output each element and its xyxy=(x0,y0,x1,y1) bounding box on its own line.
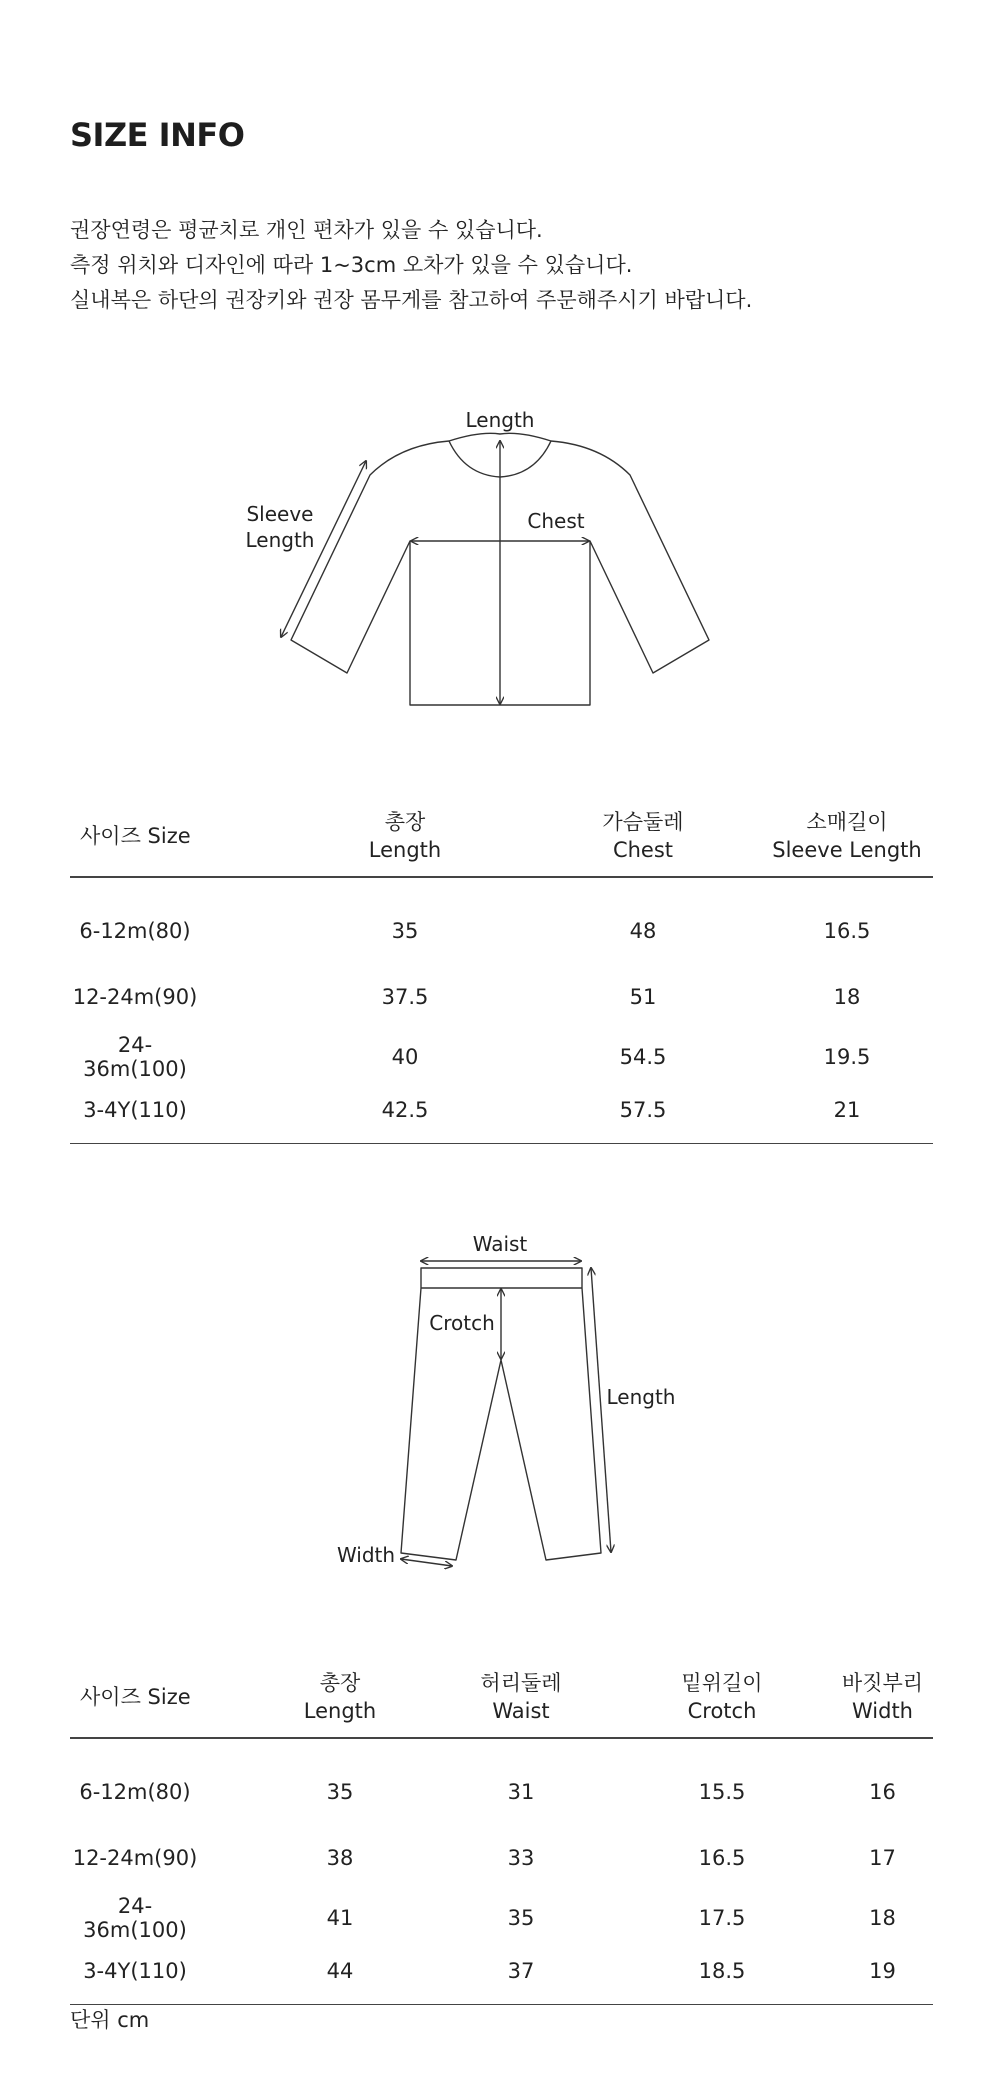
table-cell: 16.5 xyxy=(698,1846,746,1870)
column-header: 사이즈 Size xyxy=(70,796,285,877)
column-header: 사이즈 Size xyxy=(70,1657,250,1738)
table-cell: 41 xyxy=(326,1906,354,1930)
table-cell: 18 xyxy=(869,1906,896,1930)
top-size-table xyxy=(70,796,933,1144)
pants-diagram xyxy=(0,1200,1000,1600)
sleeve-label: Sleeve xyxy=(246,502,314,526)
table-cell: 12-24m(90) xyxy=(72,1846,198,1870)
table-cell: 24-36m(100) xyxy=(83,1894,187,1942)
table-cell: 17 xyxy=(869,1846,896,1870)
table-cell: 24-36m(100) xyxy=(83,1033,187,1081)
table-header-row xyxy=(70,796,933,877)
table-cell: 16 xyxy=(869,1779,896,1804)
table-cell: 6-12m(80) xyxy=(79,918,191,943)
table-cell: 12-24m(90) xyxy=(72,985,198,1009)
column-header: 소매길이 Sleeve Length xyxy=(761,796,933,877)
table-cell: 57.5 xyxy=(525,1087,761,1143)
table-cell: 54.5 xyxy=(619,1045,667,1069)
unit-note: 단위 cm xyxy=(70,2008,150,2032)
table-cell: 18.5 xyxy=(612,1948,832,2004)
note-line: 권장연령은 평균치로 개인 편차가 있을 수 있습니다. xyxy=(70,218,543,242)
table-cell: 6-12m(80) xyxy=(79,1779,191,1804)
table-row xyxy=(70,967,933,1027)
width-label: Width xyxy=(336,1543,396,1567)
table-cell: 18 xyxy=(833,985,861,1009)
width-arrow xyxy=(401,1559,452,1566)
table-row xyxy=(70,1027,933,1087)
table-cell: 16.5 xyxy=(823,918,871,943)
table-cell: 51 xyxy=(629,985,657,1009)
waist-label: Waist xyxy=(472,1232,528,1256)
table-row xyxy=(70,1828,933,1888)
column-header: 총장 Length xyxy=(250,1657,430,1738)
chest-label: Chest xyxy=(527,509,585,533)
sleeve-label: Length xyxy=(245,528,315,552)
table-cell: 35 xyxy=(507,1906,535,1930)
table-cell: 3-4Y(110) xyxy=(70,1087,285,1143)
table-cell: 31 xyxy=(507,1779,535,1804)
note-line: 측정 위치와 디자인에 따라 1~3cm 오차가 있을 수 있습니다. xyxy=(70,253,633,277)
crotch-label: Crotch xyxy=(429,1311,495,1335)
table-cell: 44 xyxy=(250,1948,430,2004)
column-header: 밑위길이 Crotch xyxy=(612,1657,832,1738)
table-row xyxy=(70,877,933,967)
table-cell: 15.5 xyxy=(698,1779,746,1804)
table-cell: 33 xyxy=(507,1846,535,1870)
table-cell: 35 xyxy=(326,1779,354,1804)
bottom-size-table xyxy=(70,1657,933,2005)
table-header-row xyxy=(70,1657,933,1738)
column-header: 바짓부리 Width xyxy=(832,1657,933,1738)
table-cell: 48 xyxy=(629,918,657,943)
table-row xyxy=(70,1948,933,2004)
table-row xyxy=(70,1087,933,1143)
table-cell: 35 xyxy=(391,918,419,943)
note-line: 실내복은 하단의 권장키와 권장 몸무게를 참고하여 주문해주시기 바랍니다. xyxy=(70,288,753,312)
length-label: Length xyxy=(606,1385,676,1409)
length-arrow xyxy=(591,1268,611,1552)
table-cell: 42.5 xyxy=(285,1087,525,1143)
table-cell: 21 xyxy=(761,1087,933,1143)
length-label: Length xyxy=(465,408,535,432)
column-header: 가슴둘레 Chest xyxy=(525,796,761,877)
table-row xyxy=(70,1738,933,1828)
table-row xyxy=(70,1888,933,1948)
column-header: 허리둘레 Waist xyxy=(430,1657,612,1738)
table-cell: 37 xyxy=(430,1948,612,2004)
table-cell: 3-4Y(110) xyxy=(70,1948,250,2004)
table-cell: 38 xyxy=(326,1846,354,1870)
table-cell: 19 xyxy=(832,1948,933,2004)
table-cell: 40 xyxy=(391,1045,419,1069)
top-garment-diagram xyxy=(0,0,1000,740)
table-cell: 19.5 xyxy=(823,1045,871,1069)
page-title: SIZE INFO xyxy=(70,116,245,154)
column-header: 총장 Length xyxy=(285,796,525,877)
table-cell: 17.5 xyxy=(698,1906,746,1930)
table-cell: 37.5 xyxy=(381,985,429,1009)
